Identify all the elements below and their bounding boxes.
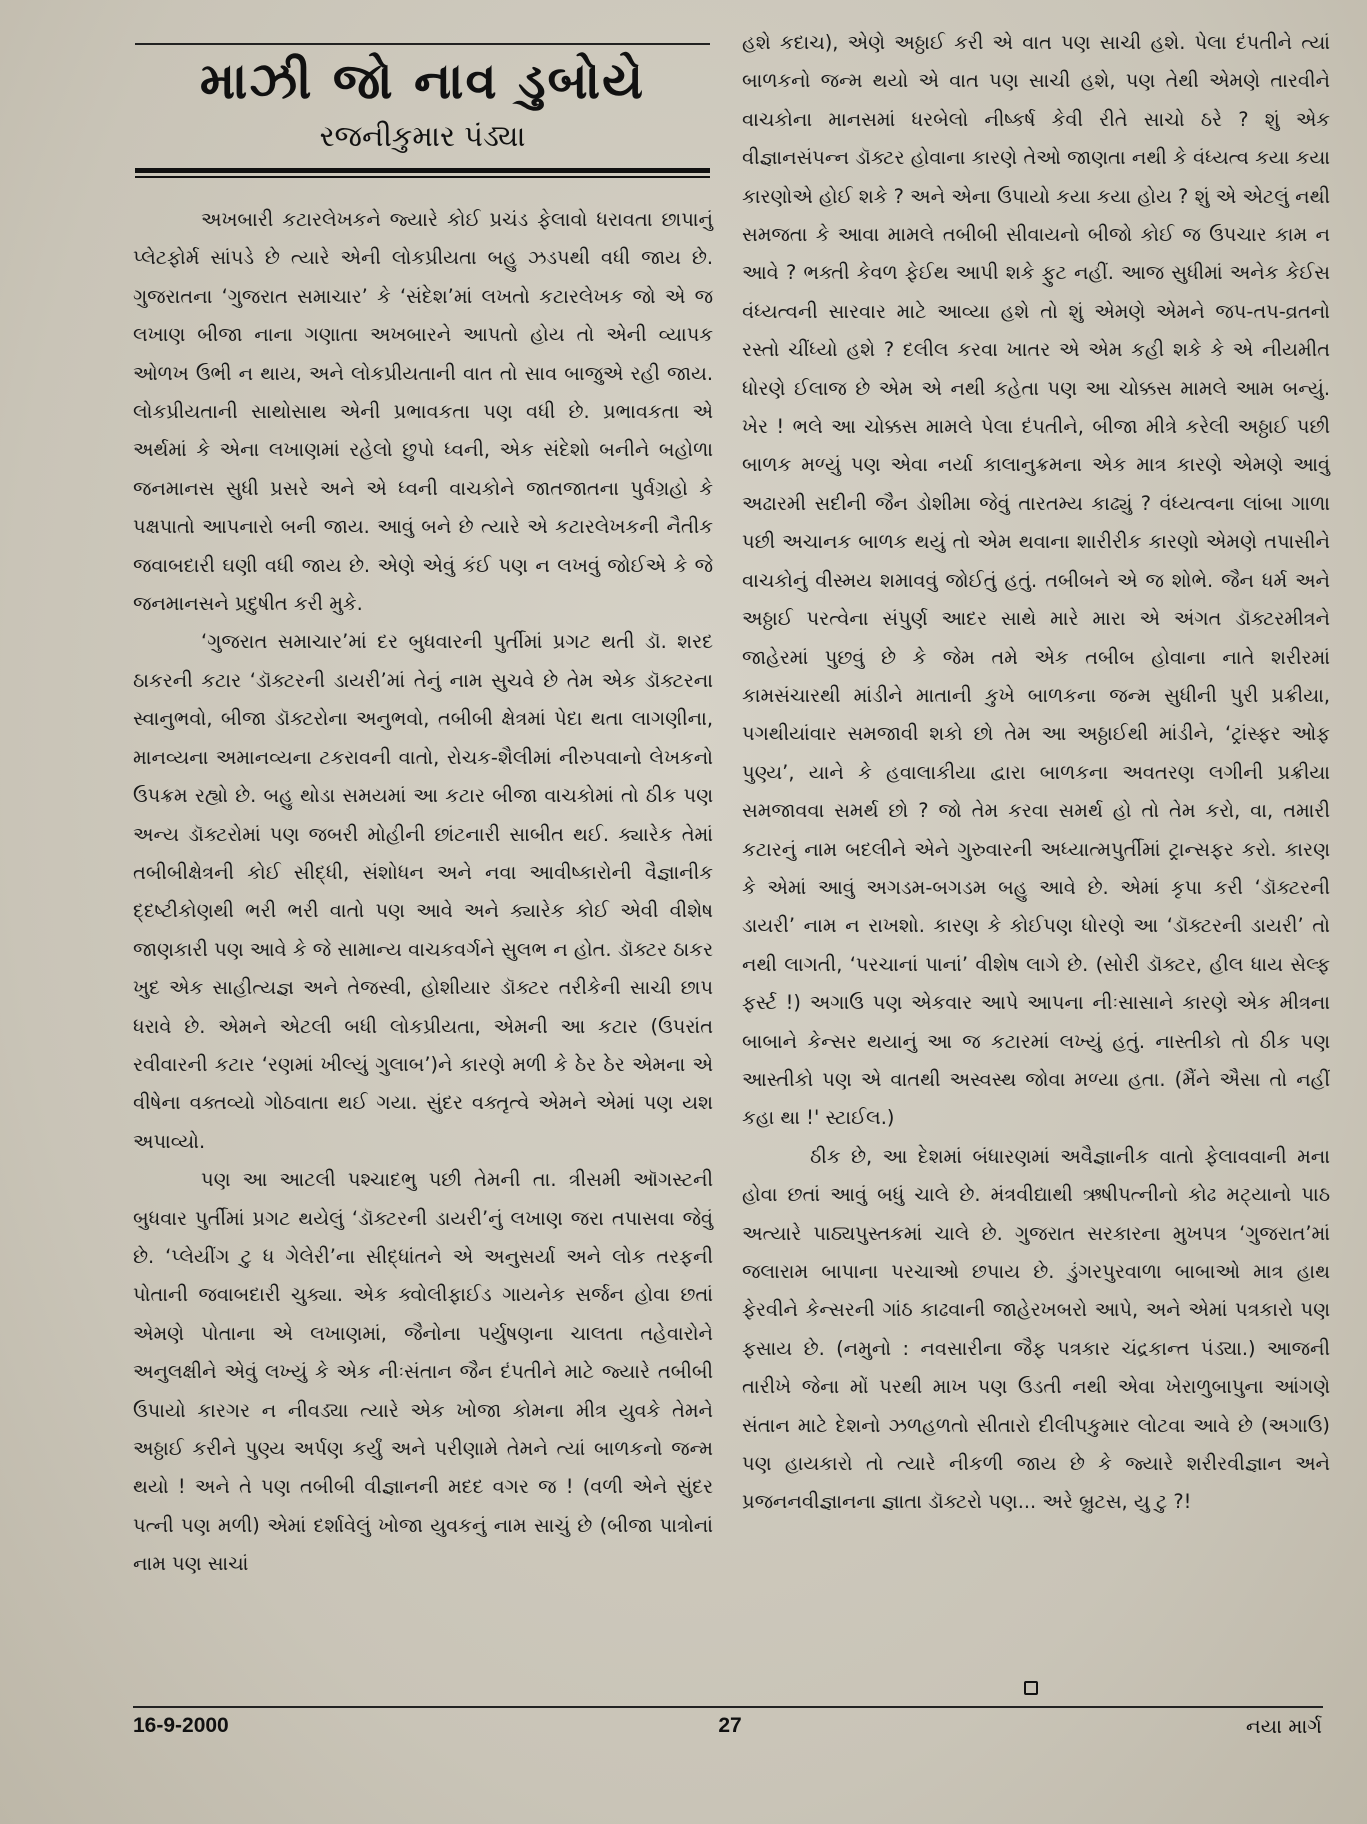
- left-column: [133, 201, 713, 1584]
- article-title: માઝી જો નાવ ડુબોયે: [199, 52, 646, 110]
- paragraph: ‘ગુજરાત સમાચાર’માં દર બુધવારની પુર્તીમાં પ્રગટ થતી ડૉ. શરદ ઠાકરની કટાર ‘ડૉક્ટરની ડાયરી’માં તેનું નામ સુચવે છે તેમ એક ડૉક્ટરના સ્વાનુભવો, બીજા ડૉક્ટરોના અનુભવો, તબીબી ક્ષેત્રમાં પેદા થતા લાગણીના, માનવ્યના અમાનવ્યના ટકરાવની વાતો, રોચક-શૈલીમાં નીરુપવાનો લેખકનો ઉપક્રમ રહ્યો છે. બહુ થોડા સમયમાં આ કટાર બીજા વાચકોમાં તો ઠીક પણ અન્ય ડૉક્ટરોમાં પણ જબરી મોહીની છાંટનારી સાબીત થઈ. ક્યારેક તેમાં તબીબીક્ષેત્રની કોઈ સીદ્ધી, સંશોધન અને નવા આવીષ્કારોની વૈજ્ઞાનીક દ્દષ્ટીકોણથી ભરી ભરી વાતો પણ આવે અને ક્યારેક કોઈ એવી વીશેષ જાણકારી પણ આવે કે જે સામાન્ય વાચકવર્ગને સુલભ ન હોત. ડૉક્ટર ઠાકર ખુદ એક સાહીત્યજ્ઞ અને તેજસ્વી, હોશીયાર ડૉક્ટર તરીકેની સાચી છાપ ધરાવે છે. એમને એટલી બધી લોકપ્રીયતા, એમની આ કટાર (ઉપરાંત રવીવારની કટાર ‘રણમાં ખીલ્યું ગુલાબ’)ને કારણે મળી કે ઠેર ઠેર એમના એ વીષેના વક્તવ્યો ગોઠવાતા થઈ ગયા. સુંદર વક્તૃત્વે એમને એમાં પણ યશ અપાવ્યો.: [133, 630, 713, 1153]
- title-top-rule: [135, 43, 710, 45]
- paragraph: અખબારી કટારલેખકને જ્યારે કોઈ પ્રચંડ ફેલાવો ધરાવતા છાપાનું પ્લેટફોર્મ સાંપડે છે ત્યારે એની લોકપ્રીયતા બહુ ઝડપથી વધી જાય છે. ગુજરાતના ‘ગુજરાત સમાચાર’ કે ‘સંદેશ’માં લખતો કટારલેખક જો એ જ લખાણ બીજા નાના ગણાતા અખબારને આપતો હોય તો એની વ્યાપક ઓળખ ઉભી ન થાય, અને લોકપ્રીયતાની વાત તો સાવ બાજુએ રહી જાય. લોકપ્રીયતાની સાથોસાથ એની પ્રભાવકતા પણ વધી છે. પ્રભાવકતા એ અર્થમાં કે એના લખાણમાં રહેલો છુપો ધ્વની, એક સંદેશો બનીને બહોળા જનમાનસ સુધી પ્રસરે અને એ ધ્વની વાચકોને જાતજાતના પુર્વગ્રહો કે પક્ષપાતો આપનારો બની જાય. આવું બને છે ત્યારે એ કટારલેખકની નૈતીક જવાબદારી ઘણી વધી જાય છે. એણે એવું કંઈ પણ ન લખવું જોઈએ કે જે જનમાનસને પ્રદુષીત કરી મુકે.: [133, 208, 713, 616]
- paragraph: ઠીક છે, આ દેશમાં બંધારણમાં અવૈજ્ઞાનીક વાતો ફેલાવવાની મના હોવા છતાં આવું બધું ચાલે છે. મંત્રવીદ્યાથી ઋષીપત્નીનો કોઢ મટ્યાનો પાઠ અત્યારે પાઠ્યપુસ્તકમાં ચાલે છે. ગુજરાત સરકારના મુખપત્ર ‘ગુજરાત’માં જલારામ બાપાના પરચાઓ છપાય છે. ડુંગરપુરવાળા બાબાઓ માત્ર હાથ ફેરવીને કેન્સરની ગાંઠ કાઢવાની જાહેરખબરો આપે, અને એમાં પત્રકારો પણ ફસાય છે. (નમુનો : નવસારીના જૈફ પત્રકાર ચંદ્રકાન્ત પંડ્યા.) આજની તારીખે જેના મોં પરથી માખ પણ ઉડતી નથી એવા ખેરાળુબાપુના આંગણે સંતાન માટે દેશનો ઝળહળતો સીતારો દીલીપકુમાર લોટવા આવે છે (અગાઉ) પણ હાયકારો તો ત્યારે નીકળી જાય છે કે જ્યારે શરીરવીજ્ઞાન અને પ્રજનનવીજ્ઞાનના જ્ઞાતા ડૉક્ટરો પણ... અરે બ્રુટસ, યુ ટુ ?!: [742, 1144, 1330, 1514]
- right-column: [742, 24, 1330, 1522]
- page-number: 27: [718, 1714, 742, 1737]
- article-author: રજનીકુમાર પંડ્યા: [319, 119, 526, 153]
- publication-name: નયા માર્ગ: [1245, 1714, 1322, 1738]
- footer-date: 16-9-2000: [133, 1714, 229, 1737]
- paragraph: હશે કદાચ), એણે અઠ્ઠાઈ કરી એ વાત પણ સાચી હશે. પેલા દંપતીને ત્યાં બાળકનો જન્મ થયો એ વાત પણ સાચી હશે, પણ તેથી એમણે તારવીને વાચકોના માનસમાં ધરબેલો નીષ્કર્ષ કેવી રીતે સાચો ઠરે ? શું એક વીજ્ઞાનસંપન્ન ડૉક્ટર હોવાના કારણે તેઓ જાણતા નથી કે વંધ્યત્વ કયા કયા કારણોએ હોઈ શકે ? અને એના ઉપાયો કયા કયા હોય ? શું એ એટલું નથી સમજતા કે આવા મામલે તબીબી સીવાયનો બીજો કોઈ જ ઉપચાર કામ ન આવે ? ભક્તી કેવળ ફેઈથ આપી શકે ફુટ નહીં. આજ સુધીમાં અનેક કેઈસ વંધ્યત્વની સારવાર માટે આવ્યા હશે તો શું એમણે એમને જપ-તપ-વ્રતનો રસ્તો ચીંધ્યો હશે ? દલીલ કરવા ખાતર એ એમ કહી શકે કે એ નીયમીત ધોરણે ઈલાજ છે એમ એ નથી કહેતા પણ આ ચોક્કસ મામલે આમ બન્યું. ખેર ! ભલે આ ચોક્કસ મામલે પેલા દંપતીને, બીજા મીત્રે કરેલી અઠ્ઠાઈ પછી બાળક મળ્યું પણ એવા નર્યા કાલાનુક્રમના એક માત્ર કારણે એમણે આવું અઢારમી સદીની જૈન ડોશીમા જેવું તારતમ્ય કાઢ્યું ? વંધ્યત્વના લાંબા ગાળા પછી અચાનક બાળક થયું તો એમ થવાના શારીરીક કારણો એમણે તપાસીને વાચકોનું વીસ્મય શમાવવું જોઈતું હતું. તબીબને એ જ શોભે. જૈન ધર્મ અને અઠ્ઠાઈ પરત્વેના સંપુર્ણ આદર સાથે મારે મારા એ અંગત ડૉક્ટરમીત્રને જાહેરમાં પુછવું છે કે જેમ તમે એક તબીબ હોવાના નાતે શરીરમાં કામસંચારથી માંડીને માતાની કુખે બાળકના જન્મ સુધીની પુરી પ્રક્રીયા, પગથીયાંવાર સમજાવી શકો છો તેમ આ અઠ્ઠાઈથી માંડીને, ‘ટ્રાંસ્ફર ઓફ પુણ્ય’, યાને કે હવાલાકીયા દ્વારા બાળકના અવતરણ લગીની પ્રક્રીયા સમજાવવા સમર્થ છો ? જો તેમ કરવા સમર્થ હો તો તેમ કરો, વા, તમારી કટારનું નામ બદલીને એને ગુરુવારની અધ્યાત્મપુર્તીમાં ટ્રાન્સફર કરો. કારણ કે એમાં આવું અગડમ-બગડમ બહુ આવે છે. એમાં કૃપા કરી ‘ડૉક્ટરની ડાયરી’ નામ ન રાખશો. કારણ કે કોઈપણ ધોરણે આ ‘ડૉક્ટરની ડાયરી’ તો નથી લાગતી, ‘પરચાનાં પાનાં’ વીશેષ લાગે છે. (સોરી ડૉક્ટર, હીલ ધાય સેલ્ફ ફર્સ્ટ !) અગાઉ પણ એકવાર આપે આપના નીઃસાસાને કારણે એક મીત્રના બાબાને કેન્સર થયાનું આ જ કટારમાં લખ્યું હતું. નાસ્તીકો તો ઠીક પણ આસ્તીકો પણ એ વાતથી અસ્વસ્થ જોવા મળ્યા હતા. (મૈંને ઐસા તો નહીં કહા થા !' સ્ટાઈલ.): [742, 31, 1330, 1130]
- paragraph: પણ આ આટલી પશ્ચાદભુ પછી તેમની તા. ત્રીસમી ઑગસ્ટની બુધવાર પુર્તીમાં પ્રગટ થયેલું ‘ડૉક્ટરની ડાયરી’નું લખાણ જરા તપાસવા જેવું છે. ‘પ્લેયીંગ ટુ ધ ગેલેરી’ના સીદ્ધાંતને એ અનુસર્યા અને લોક તરફની પોતાની જવાબદારી ચુક્યા. એક ક્વોલીફાઈડ ગાયનેક સર્જન હોવા છતાં એમણે પોતાના એ લખાણમાં, જૈનોના પર્યુષણના ચાલતા તહેવારોને અનુલક્ષીને એવું લખ્યું કે એક નીઃસંતાન જૈન દંપતીને માટે જ્યારે તબીબી ઉપાયો કારગર ન નીવડ્યા ત્યારે એક ખોજા કોમના મીત્ર યુવકે તેમને અઠ્ઠાઈ કરીને પુણ્ય અર્પણ કર્યું અને પરીણામે તેમને ત્યાં બાળકનો જન્મ થયો ! અને તે પણ તબીબી વીજ્ઞાનની મદદ વગર જ ! (વળી એને સુંદર પત્ની પણ મળી) એમાં દર્શાવેલું ખોજા યુવકનું નામ સાચું છે (બીજા પાત્રોનાં નામ પણ સાચાં: [133, 1168, 713, 1576]
- end-of-article-mark: [1024, 1681, 1038, 1695]
- title-bottom-rule: [135, 168, 710, 178]
